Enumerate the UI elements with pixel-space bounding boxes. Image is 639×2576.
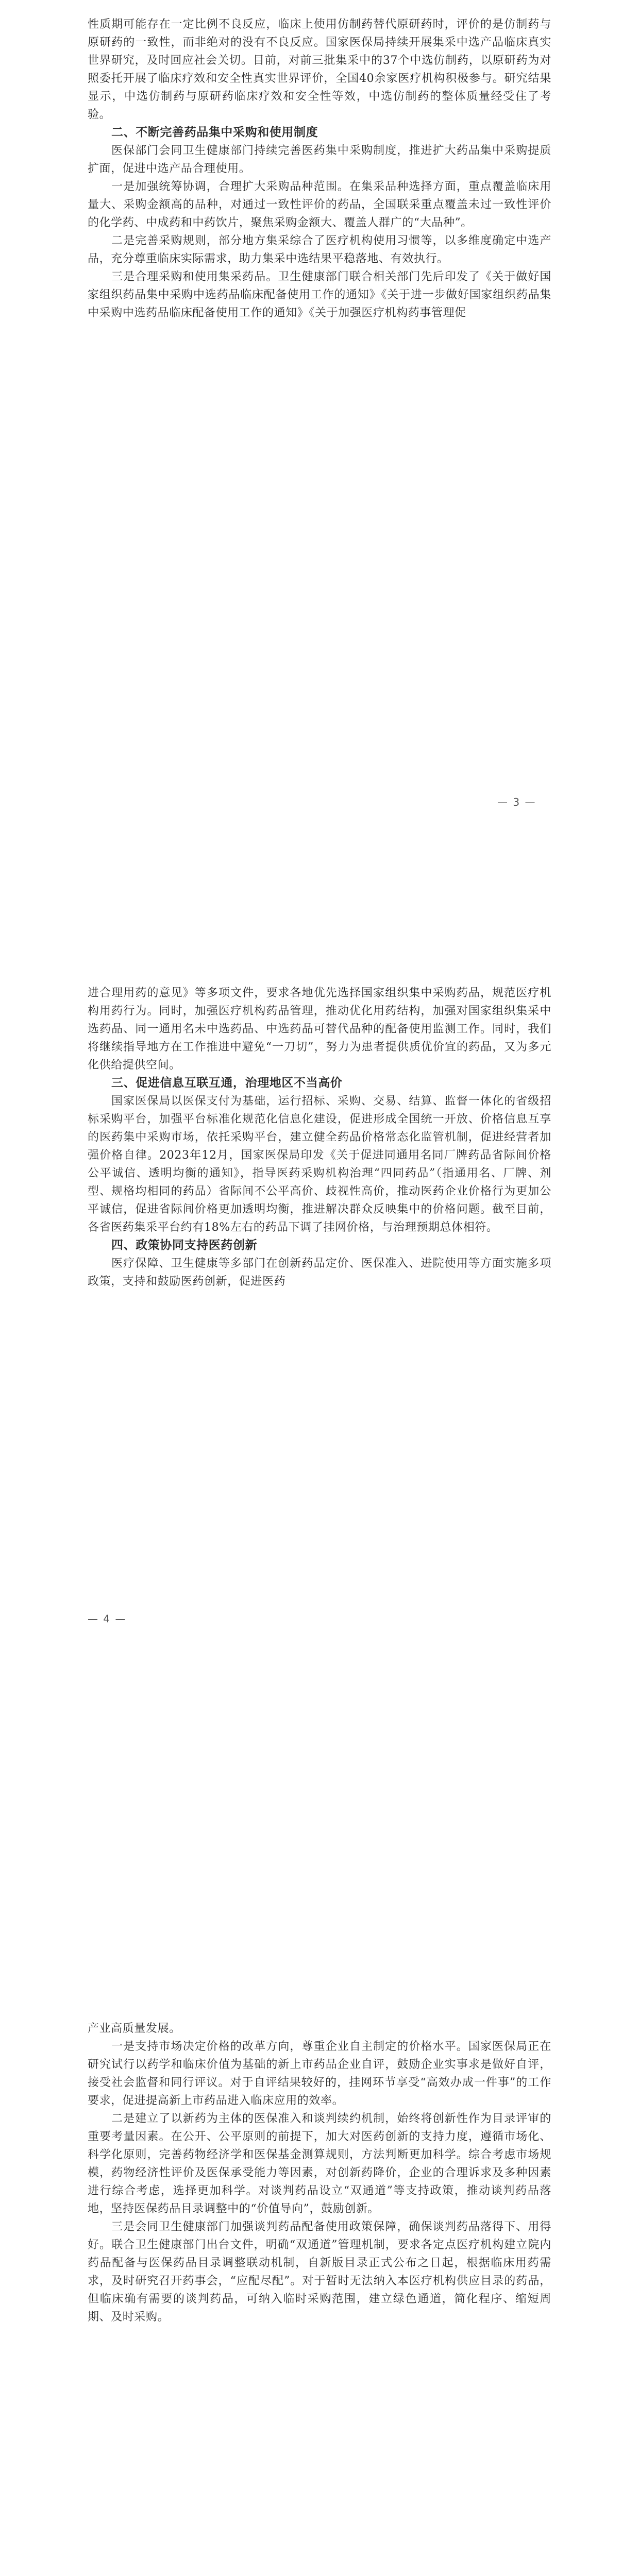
section-heading: 四、政策协同支持医药创新	[111, 1239, 258, 1252]
body-paragraph: 性质期可能存在一定比例不良反应，临床上使用仿制药替代原研药时，评价的是仿制药与原研药的一致性，而非绝对的没有不良反应。国家医保局持续开展集采中选产品临床真实世界研究，及时回应社会关切。目前，对前三批集采中的37个中选仿制药，以原研药为对照委托开展了临床疗效和安全性真实世界评价，全国40余家医疗机构积极参与。研究结果显示，中选仿制药与原研药临床疗效和安全性等效，中选仿制药的整体质量经受住了考验。	[88, 18, 551, 121]
body-paragraph: 医疗保障、卫生健康等多部门在创新药品定价、医保准入、进院使用等方面实施多项政策，支持和鼓励医药创新，促进医药	[88, 1257, 551, 1288]
body-paragraph: 产业高质量发展。	[88, 2022, 181, 2035]
body-paragraph: 二是完善采购规则，部分地方集采综合了医疗机构使用习惯等，以多维度确定中选产品，充分尊重临床实际需求，助力集采中选结果平稳落地、有效执行。	[88, 234, 551, 265]
document-page-5	[0, 2009, 639, 2576]
body-paragraph: 二是建立了以新药为主体的医保准入和谈判续约机制，始终将创新性作为目录评审的重要考量因素。在公开、公平原则的前提下，加大对医药创新的支持力度，遵循市场化、科学化原则，完善药物经济学和医保基金测算规则，方法判断更加科学。综合考虑市场规模，药物经济性评价及医保承受能力等因素，对创新药降价，企业的合理诉求及多种因素进行综合考虑，选择更加科学。对谈判药品设立“双通道”等支持政策，推动谈判药品落地，坚持医保药品目录调整中的“价值导向”，鼓励创新。	[88, 2112, 551, 2215]
page-number: — 4 —	[88, 1613, 127, 1625]
body-paragraph: 三是合理采购和使用集采药品。卫生健康部门联合相关部门先后印发了《关于做好国家组织药品集中采购中选药品临床配备使用工作的通知》《关于进一步做好国家组织药品集中采购中选药品临床配备使用工作的通知》《关于加强医疗机构药事管理促	[88, 270, 551, 319]
body-paragraph: 一是支持市场决定价格的改革方向，尊重企业自主制定的价格水平。国家医保局正在研究试行以药学和临床价值为基础的新上市药品企业自评，鼓励企业实事求是做好自评，接受社会监督和同行评议。对于自评结果较好的，挂网环节享受“高效办成一件事”的工作要求，促进提高新上市药品进入临床应用的效率。	[88, 2040, 551, 2107]
page-body	[88, 984, 551, 1291]
body-paragraph: 三是会同卫生健康部门加强谈判药品配备使用政策保障，确保谈判药品落得下、用得好。联合卫生健康部门出台文件，明确“双通道”管理机制，要求各定点医疗机构建立院内药品配备与医保药品目录调整联动机制，自新版目录正式公布之日起，根据临床用药需求，及时研究召开药事会，“应配尽配”。对于暂时无法纳入本医疗机构供应目录的药品，但临床确有需要的谈判药品，可纳入临时采购范围，建立绿色通道，简化程序、缩短周期、及时采购。	[88, 2221, 551, 2324]
body-paragraph: 一是加强统筹协调，合理扩大采购品种范围。在集采品种选择方面，重点覆盖临床用量大、采购金额高的品种，对通过一致性评价的药品，全国联采重点覆盖未过一致性评价的化学药、中成药和中药饮片，聚焦采购金额大、覆盖人群广的“大品种”。	[88, 180, 551, 229]
page-body	[88, 2020, 551, 2326]
section-heading: 三、促进信息互联互通，治理地区不当高价	[111, 1076, 343, 1090]
page-number: — 3 —	[497, 796, 536, 808]
body-paragraph: 国家医保局以医保支付为基础，运行招标、采购、交易、结算、监督一体化的省级招标采购平台，加强平台标准化规范化信息化建设，促进形成全国统一开放、价格信息互享的医药集中采购市场，依托采购平台，建立健全药品价格常态化监管机制，促进经营者加强价格自律。2023年12月，国家医保局印发《关于促进同通用名同厂牌药品省际间价格公平诚信、透明均衡的通知》，指导医药采购机构治理“四同药品”（指通用名、厂牌、剂型、规格均相同的药品）省际间不公平高价、歧视性高价，推动医药企业价格行为更加公平诚信，促进省际间价格更加透明均衡，推进解决群众反映集中的价格问题。截至目前，各省医药集采平台约有18%左右的药品下调了挂网价格，与治理预期总体相符。	[88, 1095, 551, 1234]
document-page-3	[0, 0, 639, 819]
section-heading: 二、不断完善药品集中采购和使用制度	[111, 126, 318, 139]
body-paragraph: 医保部门会同卫生健康部门持续完善医药集中采购制度，推进扩大药品集中采购提质扩面，促进中选产品合理使用。	[88, 144, 551, 175]
body-paragraph: 进合理用药的意见》等多项文件，要求各地优先选择国家组织集中采购药品，规范医疗机构用药行为。同时，加强医疗机构药品管理，推动优化用药结构，加强对国家组织集采中选药品、同一通用名未中选药品、中选药品可替代品种的配备使用监测工作。同时，我们将继续指导地方在工作推进中避免“一刀切”，努力为患者提供质优价宜的药品，又为多元化供给提供空间。	[88, 987, 551, 1072]
page-body	[88, 15, 551, 322]
document-page-4	[0, 974, 639, 1649]
